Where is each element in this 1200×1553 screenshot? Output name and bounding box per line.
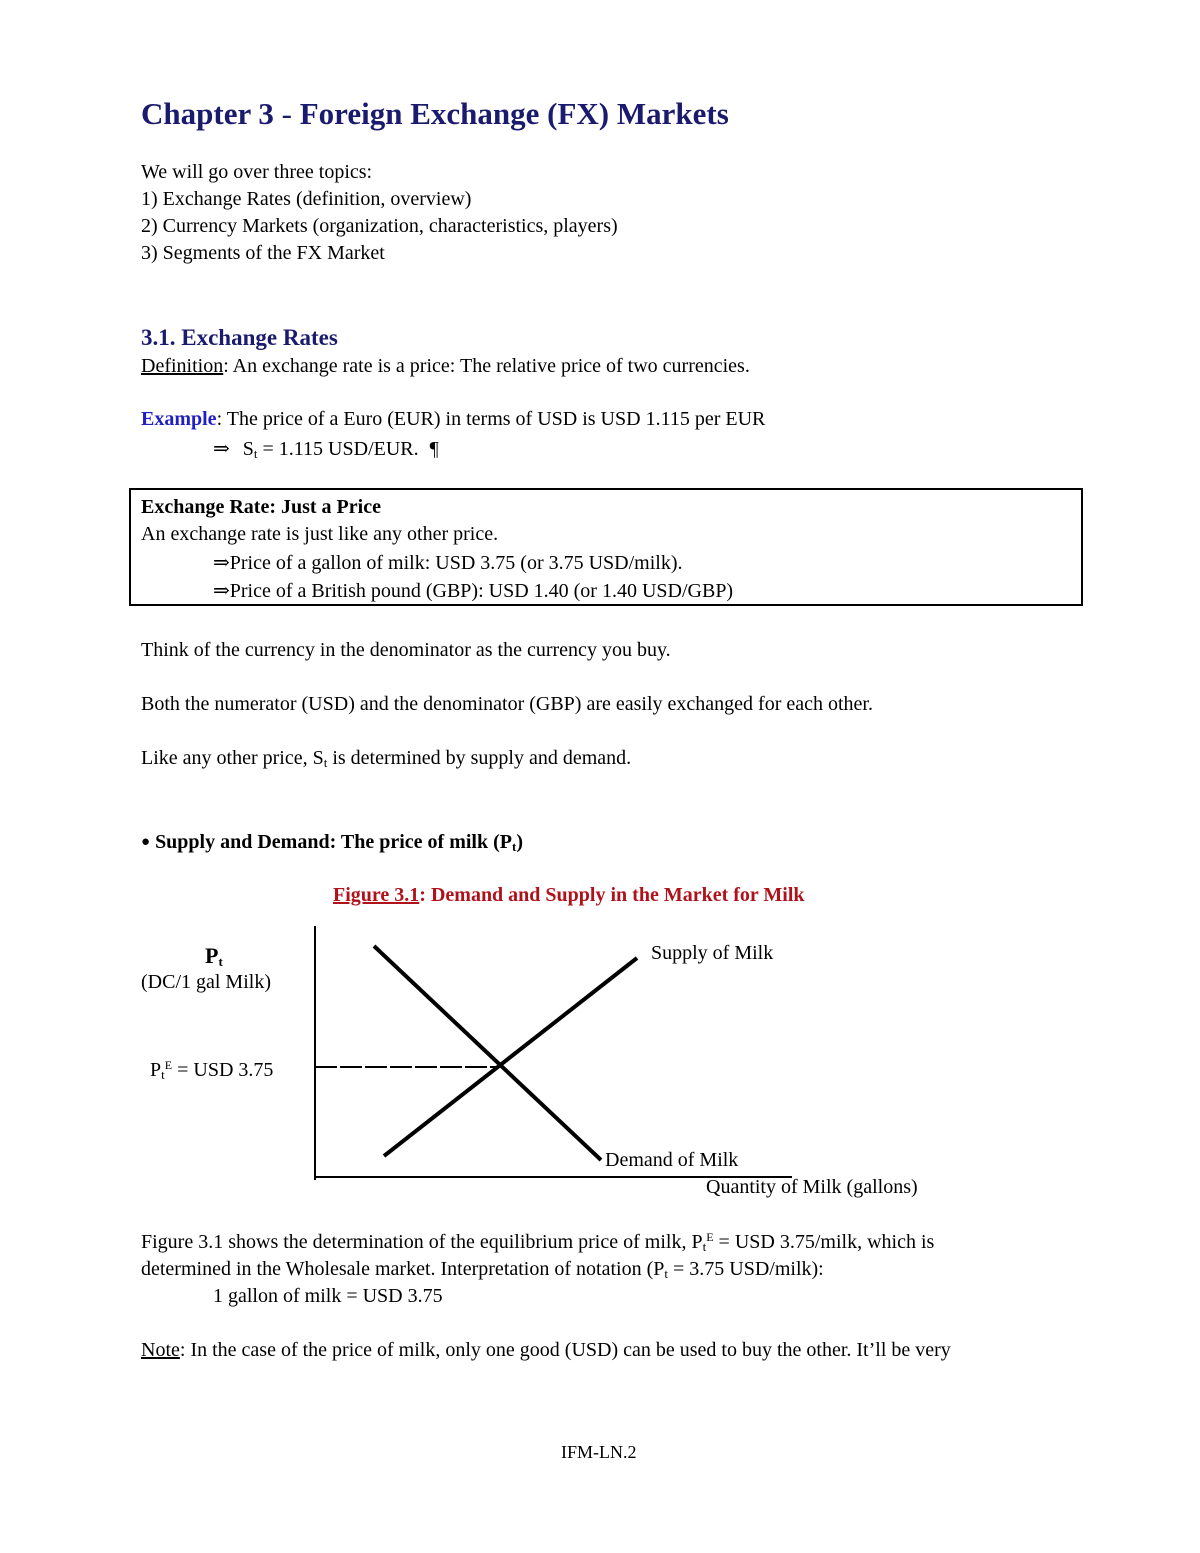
supply-curve (384, 958, 637, 1156)
paragraph: Think of the currency in the denominator as the currency you buy. (141, 639, 671, 661)
arrow-icon: ⇒ (213, 580, 230, 602)
paragraph: 1 gallon of milk = USD 3.75 (213, 1285, 443, 1307)
intro-lead: We will go over three topics: (141, 161, 373, 183)
example-result: ⇒ $S_t = 1.115$ USD/EUR. ¶ (213, 438, 439, 461)
topic-item: 3) Segments of the FX Market (141, 242, 385, 264)
example-label: Example (141, 408, 217, 430)
definition-label: Definition (141, 355, 224, 377)
box-heading: Exchange Rate: Just a Price (141, 496, 381, 518)
page-title: Chapter 3 - Foreign Exchange (FX) Markets (141, 96, 729, 131)
implies-icon: ⇒ (213, 438, 230, 460)
paragraph: Both the numerator (USD) and the denominator (GBP) are easily exchanged for each other. (141, 693, 873, 715)
demand-curve (374, 946, 601, 1160)
section-heading: 3.1. Exchange Rates (141, 325, 338, 350)
x-axis-label: Quantity of Milk (gallons) (706, 1176, 918, 1198)
box-line: ⇒Price of a British pound (GBP): USD 1.40 (or 1.40 USD/GBP) (213, 580, 734, 602)
topic-item: 2) Currency Markets (organization, characteristics, players) (141, 215, 618, 237)
box-line: An exchange rate is just like any other price. (141, 523, 499, 545)
paragraph: Like any other price, $S_t$ is determined by supply and demand. (141, 747, 632, 770)
topic-item: 1) Exchange Rates (definition, overview) (141, 188, 472, 210)
demand-label: Demand of Milk (605, 1149, 739, 1171)
supply-label: Supply of Milk (651, 942, 774, 964)
y-axis-var: $P_t$ (205, 943, 223, 969)
equilibrium-label: $P_t^E$ = USD 3.75 (150, 1058, 274, 1082)
pilcrow-icon: ¶ (429, 438, 439, 460)
bullet-heading: ● Supply and Demand: The price of milk $(P_t)$ (141, 831, 523, 854)
definition-line: Definition: An exchange rate is a price: The relative price of two currencies. (141, 355, 750, 377)
bullet-icon: ● (141, 834, 151, 850)
paragraph: determined in the Wholesale market. Interpretation of notation ($P_t = 3.75$ USD/milk): (141, 1258, 824, 1281)
arrow-icon: ⇒ (213, 552, 230, 574)
figure-caption: Figure 3.1: Demand and Supply in the Market for Milk (333, 884, 805, 906)
box-line: ⇒Price of a gallon of milk: USD 3.75 (or 3.75 USD/milk). (213, 552, 683, 574)
paragraph: Figure 3.1 shows the determination of the equilibrium price of milk, $P_t^E$ = USD 3.75/milk, which is (141, 1230, 935, 1254)
note-line: Note: In the case of the price of milk, only one good (USD) can be used to buy the other. It’ll be very (141, 1339, 951, 1361)
example-line: Example: The price of a Euro (EUR) in terms of USD is USD 1.115 per EUR (141, 408, 766, 430)
page-footer: IFM-LN.2 (561, 1442, 637, 1462)
note-label: Note (141, 1339, 180, 1361)
y-axis-unit: (DC/1 gal Milk) (141, 971, 271, 993)
figure-label: Figure 3.1 (333, 884, 420, 906)
